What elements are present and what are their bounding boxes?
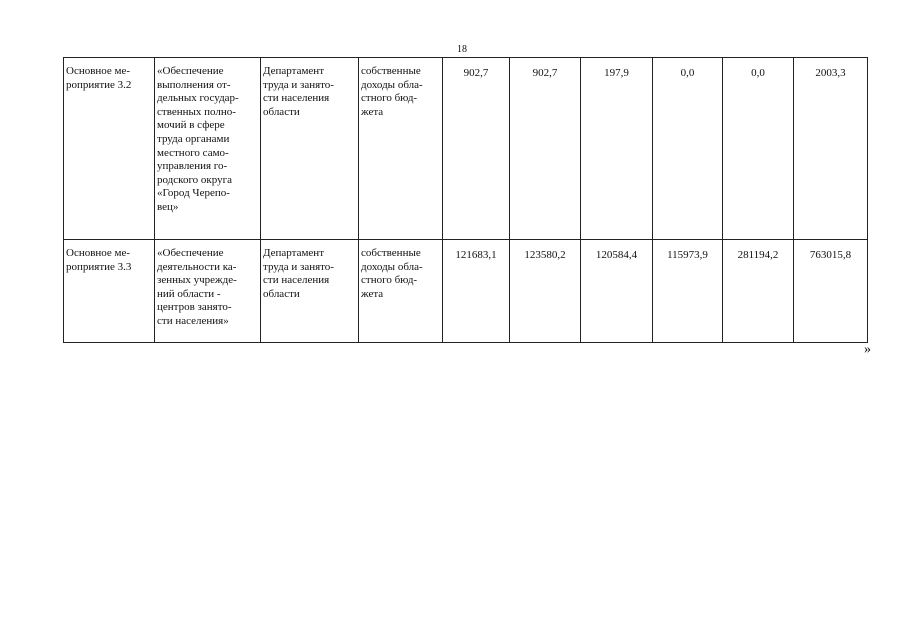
value-cell: 902,7: [443, 58, 510, 240]
cell-line: Департамент: [263, 247, 325, 259]
value-cell: 0,0: [653, 58, 723, 240]
cell-line: сти населения: [263, 274, 330, 287]
cell-line: управления го-: [157, 160, 228, 173]
cell-line: сти населения»: [157, 314, 229, 327]
cell-line: «Город Черепо-: [157, 187, 230, 200]
cell-line: доходы обла-: [361, 260, 423, 273]
cell-line: центров занято-: [157, 301, 232, 314]
cell-line: труда органами: [157, 132, 230, 145]
cell-line: стного бюд-: [361, 92, 418, 105]
value-cell: 123580,2: [510, 240, 581, 343]
cell-line: сти населения: [263, 92, 330, 105]
cell-line: собственные: [361, 247, 421, 259]
cell-line: Департамент: [263, 65, 325, 77]
value-cell: 121683,1: [443, 240, 510, 343]
cell-line: труда и занято-: [263, 78, 334, 91]
value-cell: 281194,2: [723, 240, 794, 343]
cell-line: зенных учрежде-: [157, 274, 237, 287]
cell-line: стного бюд-: [361, 274, 418, 287]
cell-line: Основное ме-: [66, 247, 131, 259]
cell-line: родского округа: [157, 173, 233, 186]
cell-line: собственные: [361, 65, 421, 77]
value-cell: 120584,4: [581, 240, 653, 343]
cell-line: вец»: [157, 200, 179, 213]
cell-line: дельных государ-: [157, 92, 239, 105]
funding-source-cell: [359, 240, 443, 343]
cell-line: роприятие 3.3: [66, 260, 132, 273]
cell-line: ственных полно-: [157, 105, 236, 118]
value-cell: 2003,3: [794, 58, 868, 240]
table-row-activity-3-2: [64, 58, 868, 240]
table-row-activity-3-3: [64, 240, 868, 343]
executor-cell: [261, 240, 359, 343]
cell-line: деятельности ка-: [157, 260, 237, 273]
cell-line: местного само-: [157, 146, 229, 159]
cell-line: ний области -: [157, 287, 221, 300]
value-cell: 763015,8: [794, 240, 868, 343]
cell-line: выполнения от-: [157, 78, 231, 91]
cell-line: роприятие 3.2: [66, 78, 132, 91]
cell-line: труда и занято-: [263, 260, 334, 273]
cell-line: Основное ме-: [66, 65, 131, 77]
cell-line: области: [263, 287, 300, 300]
activity-name-cell: [155, 58, 261, 240]
cell-line: «Обеспечение: [157, 247, 224, 259]
cell-line: области: [263, 105, 300, 118]
cell-line: мочий в сфере: [157, 119, 225, 132]
closing-quote: »: [864, 342, 871, 357]
budget-table: [63, 57, 868, 343]
activity-cell: [64, 58, 155, 240]
executor-cell: [261, 58, 359, 240]
cell-line: жета: [361, 105, 384, 118]
funding-source-cell: [359, 58, 443, 240]
activity-cell: [64, 240, 155, 343]
cell-line: «Обеспечение: [157, 65, 224, 77]
value-cell: 115973,9: [653, 240, 723, 343]
value-cell: 0,0: [723, 58, 794, 240]
activity-name-cell: [155, 240, 261, 343]
cell-line: доходы обла-: [361, 78, 423, 91]
page-number: 18: [457, 44, 467, 55]
value-cell: 197,9: [581, 58, 653, 240]
cell-line: жета: [361, 287, 384, 300]
value-cell: 902,7: [510, 58, 581, 240]
